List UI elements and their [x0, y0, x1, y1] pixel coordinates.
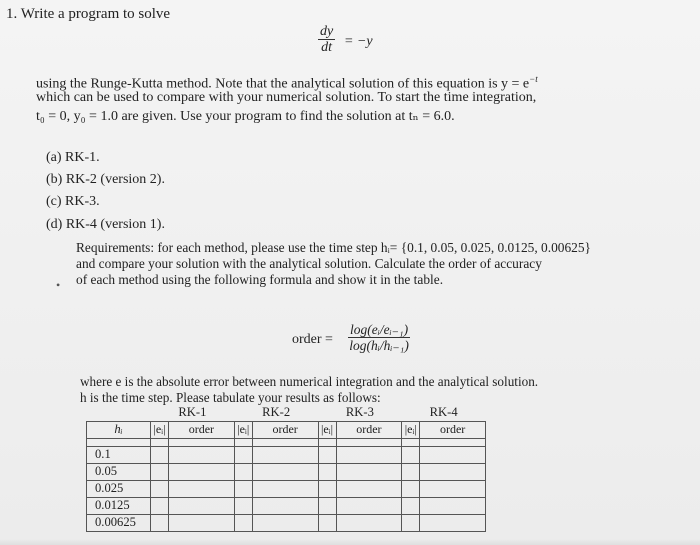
table-cell: [420, 446, 486, 463]
ode-fraction: [318, 24, 335, 56]
table-cell: [420, 497, 486, 514]
order-label: order =: [292, 332, 333, 347]
table-cell: [402, 514, 420, 531]
table-cell: [318, 463, 336, 480]
order-header: order: [336, 421, 402, 438]
table-cell: [252, 514, 318, 531]
question-title: 1. Write a program to solve: [6, 6, 171, 22]
part-a: (a) RK-1.: [46, 150, 100, 165]
table-cell: [318, 446, 336, 463]
table-cell: [336, 463, 402, 480]
table-cell: [420, 463, 486, 480]
h-value: 0.025: [87, 480, 151, 497]
error-header: |eᵢ|: [318, 421, 336, 438]
part-b: (b) RK-2 (version 2).: [46, 172, 165, 187]
table-cell: [169, 514, 235, 531]
table-cell: [420, 480, 486, 497]
table-cell: [420, 514, 486, 531]
ode-rhs: = −y: [344, 34, 373, 49]
table-row: [87, 497, 486, 514]
page-shadow: [0, 539, 700, 545]
table-cell: [151, 446, 169, 463]
order-header: order: [252, 421, 318, 438]
paragraph-line-3: t₀ = 0, y₀ = 1.0 are given. Use your program to find the solution at tₙ = 6.0.: [36, 109, 455, 124]
table-cell: [151, 497, 169, 514]
table-cell: [336, 438, 402, 446]
error-header: |eᵢ|: [151, 421, 169, 438]
order-formula: [348, 322, 410, 354]
table-cell: [169, 480, 235, 497]
table-cell: [234, 497, 252, 514]
table-cell: [336, 480, 402, 497]
method-rk1: RK-1: [178, 405, 207, 420]
where-line-2: h is the time step. Please tabulate your results as follows:: [80, 390, 381, 405]
table-cell: [402, 463, 420, 480]
table-cell: [151, 480, 169, 497]
table-cell: [336, 514, 402, 531]
table-cell: [252, 463, 318, 480]
sub-header-row: [87, 421, 486, 438]
h-value: 0.05: [87, 463, 151, 480]
table-cell: [234, 438, 252, 446]
table-cell: [402, 497, 420, 514]
h-value: 0.1: [87, 446, 151, 463]
method-rk2: RK-2: [262, 405, 291, 420]
results-body: [87, 438, 486, 531]
spacer-row: [87, 438, 486, 446]
table-cell: [151, 514, 169, 531]
requirements-line-1: Requirements: for each method, please use the time step hᵢ= {0.1, 0.05, 0.025, 0.0125, 0.00625}: [76, 240, 591, 255]
table-cell: [402, 480, 420, 497]
table-cell: [318, 497, 336, 514]
error-header: |eᵢ|: [234, 421, 252, 438]
order-denominator: log(hᵢ/hᵢ₋₁): [349, 338, 409, 353]
table-cell: [336, 497, 402, 514]
table-cell: [252, 497, 318, 514]
order-header: order: [169, 421, 235, 438]
paragraph-line-1-text: using the Runge-Kutta method. Note that the analytical solution of this equation is y = e: [36, 76, 530, 92]
table-cell: [151, 438, 169, 446]
table-cell: [402, 438, 420, 446]
table-cell: [318, 480, 336, 497]
method-rk4: RK-4: [429, 405, 458, 420]
order-header: order: [420, 421, 486, 438]
ode-denominator: dt: [321, 40, 333, 55]
exponent: −t: [529, 74, 538, 84]
h-column-header: hᵢ: [87, 421, 151, 438]
table-cell: [169, 497, 235, 514]
table-cell: [169, 438, 235, 446]
table-cell: [234, 463, 252, 480]
bullet-mark: •: [56, 278, 61, 292]
blank-corner: [87, 404, 151, 421]
part-c: (c) RK-3.: [46, 194, 100, 209]
table-cell: [318, 438, 336, 446]
ode-numerator: dy: [320, 24, 334, 39]
table-row: [87, 514, 486, 531]
error-header: |eᵢ|: [402, 421, 420, 438]
method-rk3: RK-3: [345, 405, 374, 420]
table-row: [87, 463, 486, 480]
table-cell: [234, 480, 252, 497]
table-cell: [169, 463, 235, 480]
table-cell: [318, 514, 336, 531]
table-cell: [420, 438, 486, 446]
table-cell: [151, 463, 169, 480]
part-d: (d) RK-4 (version 1).: [46, 217, 165, 232]
table-cell: [336, 446, 402, 463]
table-cell: [252, 480, 318, 497]
table-cell: [252, 438, 318, 446]
requirements-line-2: and compare your solution with the analytical solution. Calculate the order of accuracy: [76, 256, 542, 271]
table-row: [87, 480, 486, 497]
method-header-row: [87, 404, 486, 421]
h-cell-empty: [87, 438, 151, 446]
results-table: [86, 404, 486, 532]
where-line-1: where e is the absolute error between numerical integration and the analytical solution.: [80, 374, 539, 389]
h-value: 0.0125: [87, 497, 151, 514]
table-cell: [169, 446, 235, 463]
table-cell: [252, 446, 318, 463]
table-cell: [234, 514, 252, 531]
requirements-line-3: of each method using the following formula and show it in the table.: [76, 272, 444, 287]
table-row: [87, 446, 486, 463]
table-cell: [402, 446, 420, 463]
paragraph-line-2: which can be used to compare with your numerical solution. To start the time integration,: [36, 90, 537, 105]
table-cell: [234, 446, 252, 463]
h-value: 0.00625: [87, 514, 151, 531]
order-numerator: log(eᵢ/eᵢ₋₁): [350, 322, 409, 337]
